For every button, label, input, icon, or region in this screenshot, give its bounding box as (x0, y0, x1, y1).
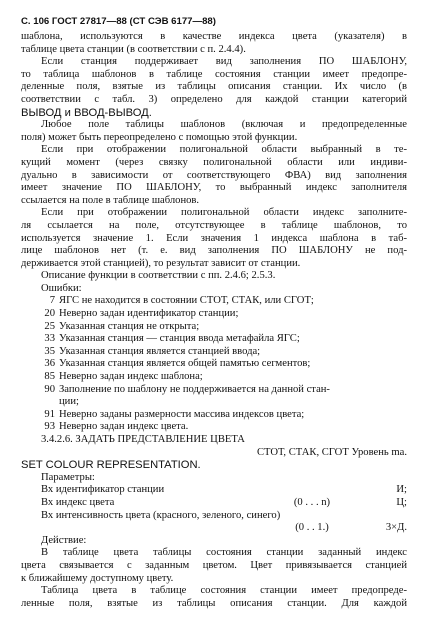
text-line: Если при отображении полигональной области индекс заполните- (41, 207, 407, 219)
text-line: используется значение 1. Если значения 1 индекса шаблона в таб- (21, 232, 407, 244)
error-code: 20 (44, 308, 55, 320)
error-code (21, 396, 59, 409)
error-item (21, 421, 407, 434)
text-line: ссылается на поле в таблице шаблонов. (21, 194, 200, 206)
section-title: 3.4.2.6. ЗАДАТЬ ПРЕДСТАВЛЕНИЕ ЦВЕТА (41, 434, 245, 445)
error-item (21, 308, 407, 321)
text-line: таблице цвета станции (в соответствии с п. 2.4.4). (21, 43, 246, 55)
text-line: Если станция поддерживает вид заполнения ПО ШАБЛОНУ, (41, 56, 407, 68)
error-item (21, 384, 407, 397)
text-line: поля) может быть переопределено с помощью этой функции. (21, 131, 298, 143)
error-text: ции; (59, 396, 79, 408)
param-row: Вх индекс цвета (0 . . . n) Ц; (41, 496, 407, 508)
text-line: к ближайшему доступному цвету. (21, 572, 174, 584)
text-line: ленные поля, взятые из таблицы описания станции. Для каждой (21, 597, 407, 609)
error-code: 93 (44, 421, 55, 433)
error-code: 91 (44, 408, 55, 420)
errors-title: Ошибки: (41, 282, 82, 294)
error-text: Неверно задан индекс шаблона; (59, 371, 203, 383)
section-states: СТОТ, СТАК, СГОТ Уровень ma. (256, 446, 407, 458)
param-row: Вх интенсивность цвета (красного, зеленого, синего) (41, 509, 281, 521)
text-line: соответствии с табл. 3) определено для каждой станции категорий (21, 93, 407, 105)
text-line: имеет значение ПО ШАБЛОНУ, то выбранный индекс заполнителя (21, 182, 407, 194)
error-code: 35 (44, 345, 55, 357)
error-code: 85 (44, 371, 55, 383)
error-item (21, 295, 407, 308)
error-code: 25 (44, 320, 55, 332)
error-text: Неверно задан индекс цвета. (59, 421, 189, 433)
error-item (21, 346, 407, 359)
error-text: Указанная станция — станция ввода метафайла ЯГС; (59, 333, 300, 345)
section-english-title: SET COLOUR REPRESENTATION. (21, 459, 201, 472)
action-title: Действие: (41, 534, 87, 546)
text-line: кущий момент (через связку полигональной области или индиви- (21, 156, 407, 168)
text-line: деленные поля, взятые из таблицы описания станции. Их число (в (21, 81, 407, 93)
error-item (21, 396, 407, 409)
text-line: держивается этой станцией), то результат зависит от станции. (21, 257, 301, 269)
text-line: В таблице цвета таблицы состояния станции заданный индекс (41, 547, 407, 559)
error-item (21, 409, 407, 422)
error-item (21, 321, 407, 334)
error-text: Неверно заданы размерности массива индексов цвета; (59, 408, 305, 420)
error-text: Указанная станция не открыта; (59, 320, 200, 332)
page-header: С. 106 ГОСТ 27817—88 (СТ СЭВ 6177—88) (21, 16, 216, 27)
text-line: Если при отображении полигональной области выбранный в те- (41, 144, 407, 156)
error-text: ЯГС не находится в состоянии СТОТ, СТАК, или СГОТ; (59, 295, 314, 307)
text-line: цвета связывается с заданным цветом. Цвет привязывается станцией (21, 559, 407, 571)
error-text: Указанная станция является общей памятью сегментов; (59, 358, 311, 370)
text-line: ВЫВОД и ВВОД-ВЫВОД. (21, 106, 152, 119)
text-line: дуально в зависимости от соответствующего ФВА) вид заполнения (21, 169, 407, 181)
text-line: шаблона, используются в качестве индекса цвета (указателя) в (21, 31, 407, 42)
text-line: то таблица шаблонов в таблице состояния станции имеет предопре- (21, 68, 407, 80)
error-item (21, 358, 407, 371)
error-text: Указанная станция является станцией ввода; (59, 345, 261, 357)
text-line: Таблица цвета в таблице состояния станции имеет предопреде- (41, 585, 407, 597)
text-line: ля ссылается на поле, отсутствующее в таблице шаблонов, то (21, 219, 407, 231)
error-text: Заполнение по шаблону не поддерживается на данной стан- (59, 383, 330, 395)
text-line: Любое поле таблицы шаблонов (включая и предопределенные (41, 119, 407, 131)
error-code: 33 (44, 333, 55, 345)
error-code: 90 (44, 383, 55, 395)
text-line: Описание функции в соответствии с пп. 2.4.6; 2.5.3. (41, 270, 276, 282)
error-code: 36 (44, 358, 55, 370)
error-item (21, 333, 407, 346)
params-title: Параметры: (41, 471, 95, 483)
error-code: 7 (49, 295, 55, 307)
document-page (21, 12, 407, 610)
error-item (21, 371, 407, 384)
text-line: лице шаблонов нет (т. е. вид заполнения ПО ШАБЛОНУ не под- (21, 245, 407, 257)
error-text: Неверно задан идентификатор станции; (59, 308, 239, 320)
param-row: (0 . . 1.) 3×Д. (295, 522, 407, 534)
param-row: Вх идентификатор станции И; (41, 484, 407, 496)
